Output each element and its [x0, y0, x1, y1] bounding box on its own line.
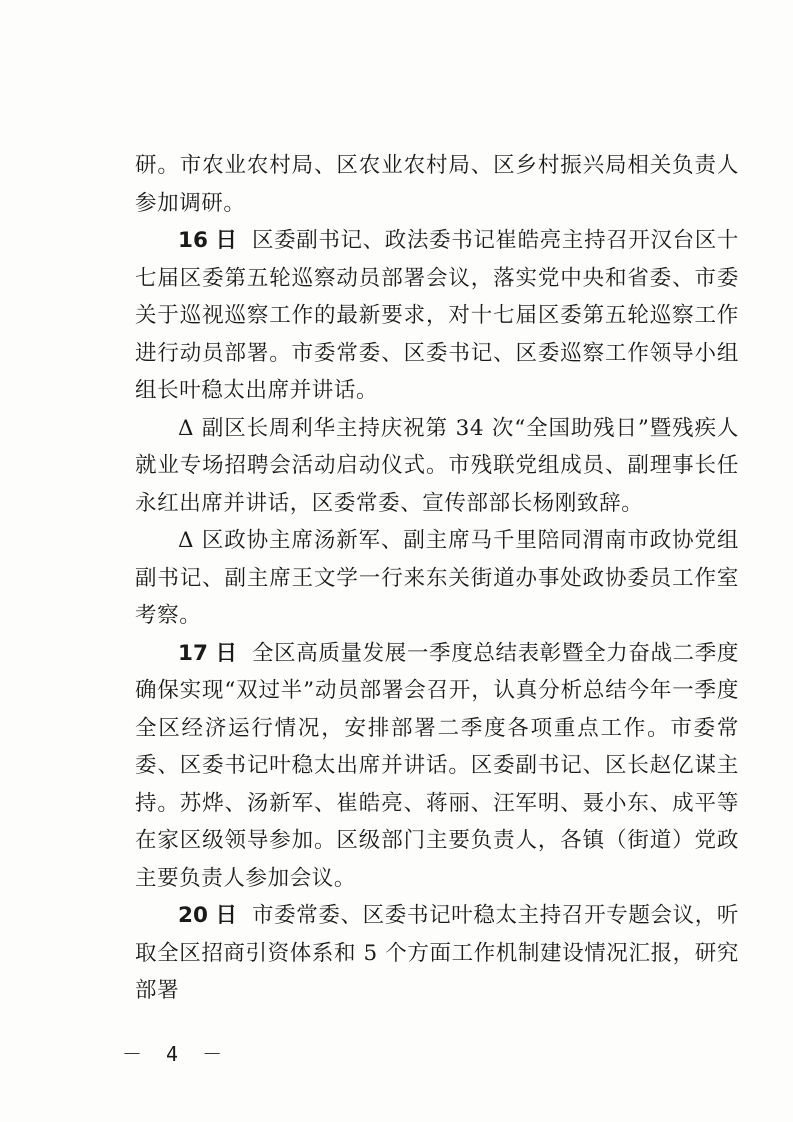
paragraph-disability-day [135, 410, 739, 523]
paragraph-text: 区委副书记、政法委书记崔皓亮主持召开汉台区十七届区委第五轮巡察动员部署会议，落实党中央和省委、市委关于巡视巡察工作的最新要求，对十七届区委第五轮巡察工作进行动员部署。市委常委、区委书记、区委巡察工作领导小组组长叶稳太出席并讲话。 [135, 228, 740, 403]
paragraph-continuation [135, 147, 739, 222]
paragraph-date: 17 日 [178, 640, 237, 666]
paragraph-day-16 [135, 222, 739, 410]
paragraph-date: 20 日 [178, 903, 237, 928]
paragraph-text: 全区高质量发展一季度总结表彰暨全力奋战二季度确保实现“双过半”动员部署会召开，认真分析总结今年一季度全区经济运行情况，安排部署二季度各项重点工作。市委常委、区委书记叶稳太出席并讲话。区委副书记、区长赵亿谋主持。苏烨、汤新军、崔皓亮、蒋丽、汪军明、聂小东、成平等在家区级领导参加。区级部门主要负责人，各镇（街道）党政主要负责人参加会议。 [135, 640, 740, 891]
page-number: － 4 － [122, 1042, 229, 1066]
paragraph-date: 16 日 [178, 228, 237, 253]
paragraph-day-17 [135, 635, 739, 898]
paragraph-text: Δ 副区长周利华主持庆祝第 34 次“全国助残日”暨残疾人就业专场招聘会活动启动仪式。市残联党组成员、副理事长任永红出席并讲话，区委常委、宣传部部长杨刚致辞。 [135, 415, 739, 516]
paragraph-text: Δ 区政协主席汤新军、副主席马千里陪同渭南市政协党组副书记、副主席王文学一行来东关街道办事处政协委员工作室考察。 [135, 528, 739, 628]
paragraph-cppcc-inspection [135, 522, 739, 635]
paragraph-text: 研。市农业农村局、区农业农村局、区乡村振兴局相关负责人参加调研。 [135, 153, 739, 216]
paragraph-day-20 [135, 897, 739, 1010]
document-body [135, 147, 739, 1010]
paragraph-text: 市委常委、区委书记叶稳太主持召开专题会议，听取全区招商引资体系和 5 个方面工作机制建设情况汇报，研究部署 [135, 903, 740, 1003]
